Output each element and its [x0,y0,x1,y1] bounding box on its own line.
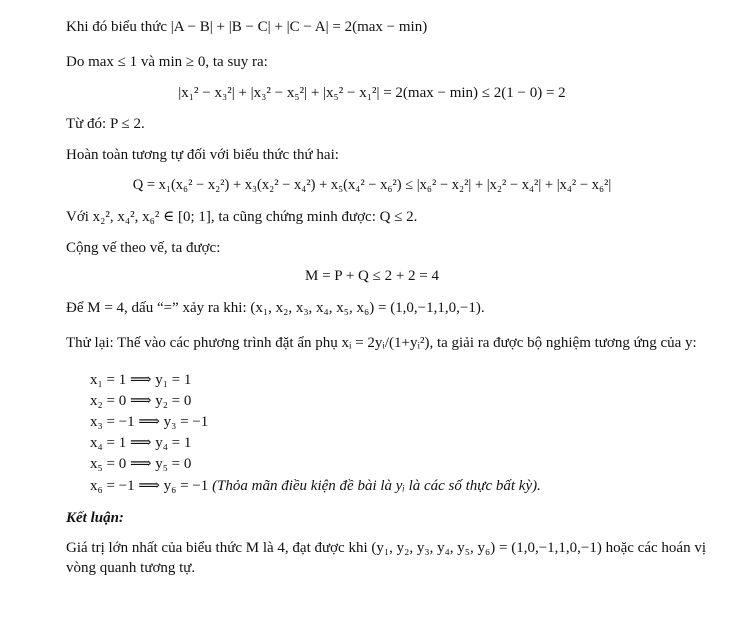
equation-3: M = P + Q ≤ 2 + 2 = 4 [304,268,440,284]
text-line-2: Do max ≤ 1 và min ≥ 0, ta suy ra: [66,54,268,70]
equation-1: |x₁² − x₃²| + |x₃² − x₅²| + |x₅² − x₁²| = 2(max − min) ≤ 2(1 − 0) = 2 [178,85,566,101]
text-line-4: Hoàn toàn tương tự đối với biểu thức thứ hai: [66,147,339,163]
text-line-7: Để M = 4, dấu “=” xảy ra khi: (x₁, x₂, x₃, x₄, x₅, x₆) = (1,0,−1,1,0,−1). [66,300,485,316]
solution-row-6 [90,476,541,496]
solution-row-2: x₂ = 0 ⟹ y₂ = 0 [90,393,192,409]
equation-2: Q = x₁(x₆² − x₂²) + x₃(x₂² − x₄²) + x₅(x₄² − x₆²) ≤ |x₆² − x₂²| + |x₂² − x₄²| + |x₄² − x₆²| [132,177,612,193]
text-line-3: Từ đó: P ≤ 2. [66,116,145,132]
text-line-6: Cộng vế theo vế, ta được: [66,240,221,256]
conclusion-text: Giá trị lớn nhất của biểu thức M là 4, đạt được khi (y₁, y₂, y₃, y₄, y₅, y₆) = (1,0,−1,1,0,−1) hoặc các hoán vị vòng quanh tương tự. [66,540,706,576]
solution-note: (Thỏa mãn điều kiện đề bài là yᵢ là các số thực bất kỳ). [212,478,541,494]
solution-row-5: x₅ = 0 ⟹ y₅ = 0 [90,456,192,472]
solution-row-1: x₁ = 1 ⟹ y₁ = 1 [90,372,192,388]
text-line-1: Khi đó biểu thức |A − B| + |B − C| + |C − A| = 2(max − min) [66,19,428,35]
conclusion-heading: Kết luận: [66,510,124,526]
solution-row-6-equation: x₆ = −1 ⟹ y₆ = −1 [90,478,209,494]
text-line-8: Thử lại: Thế vào các phương trình đặt ẩn phụ xᵢ = 2yᵢ/(1+yᵢ²), ta giải ra được bộ nghiệm tương ứng của y: [66,335,697,351]
solution-row-4: x₄ = 1 ⟹ y₄ = 1 [90,435,192,451]
text-line-5: Với x₂², x₄², x₆² ∈ [0; 1], ta cũng chứng minh được: Q ≤ 2. [66,209,418,225]
solution-row-3: x₃ = −1 ⟹ y₃ = −1 [90,414,209,430]
